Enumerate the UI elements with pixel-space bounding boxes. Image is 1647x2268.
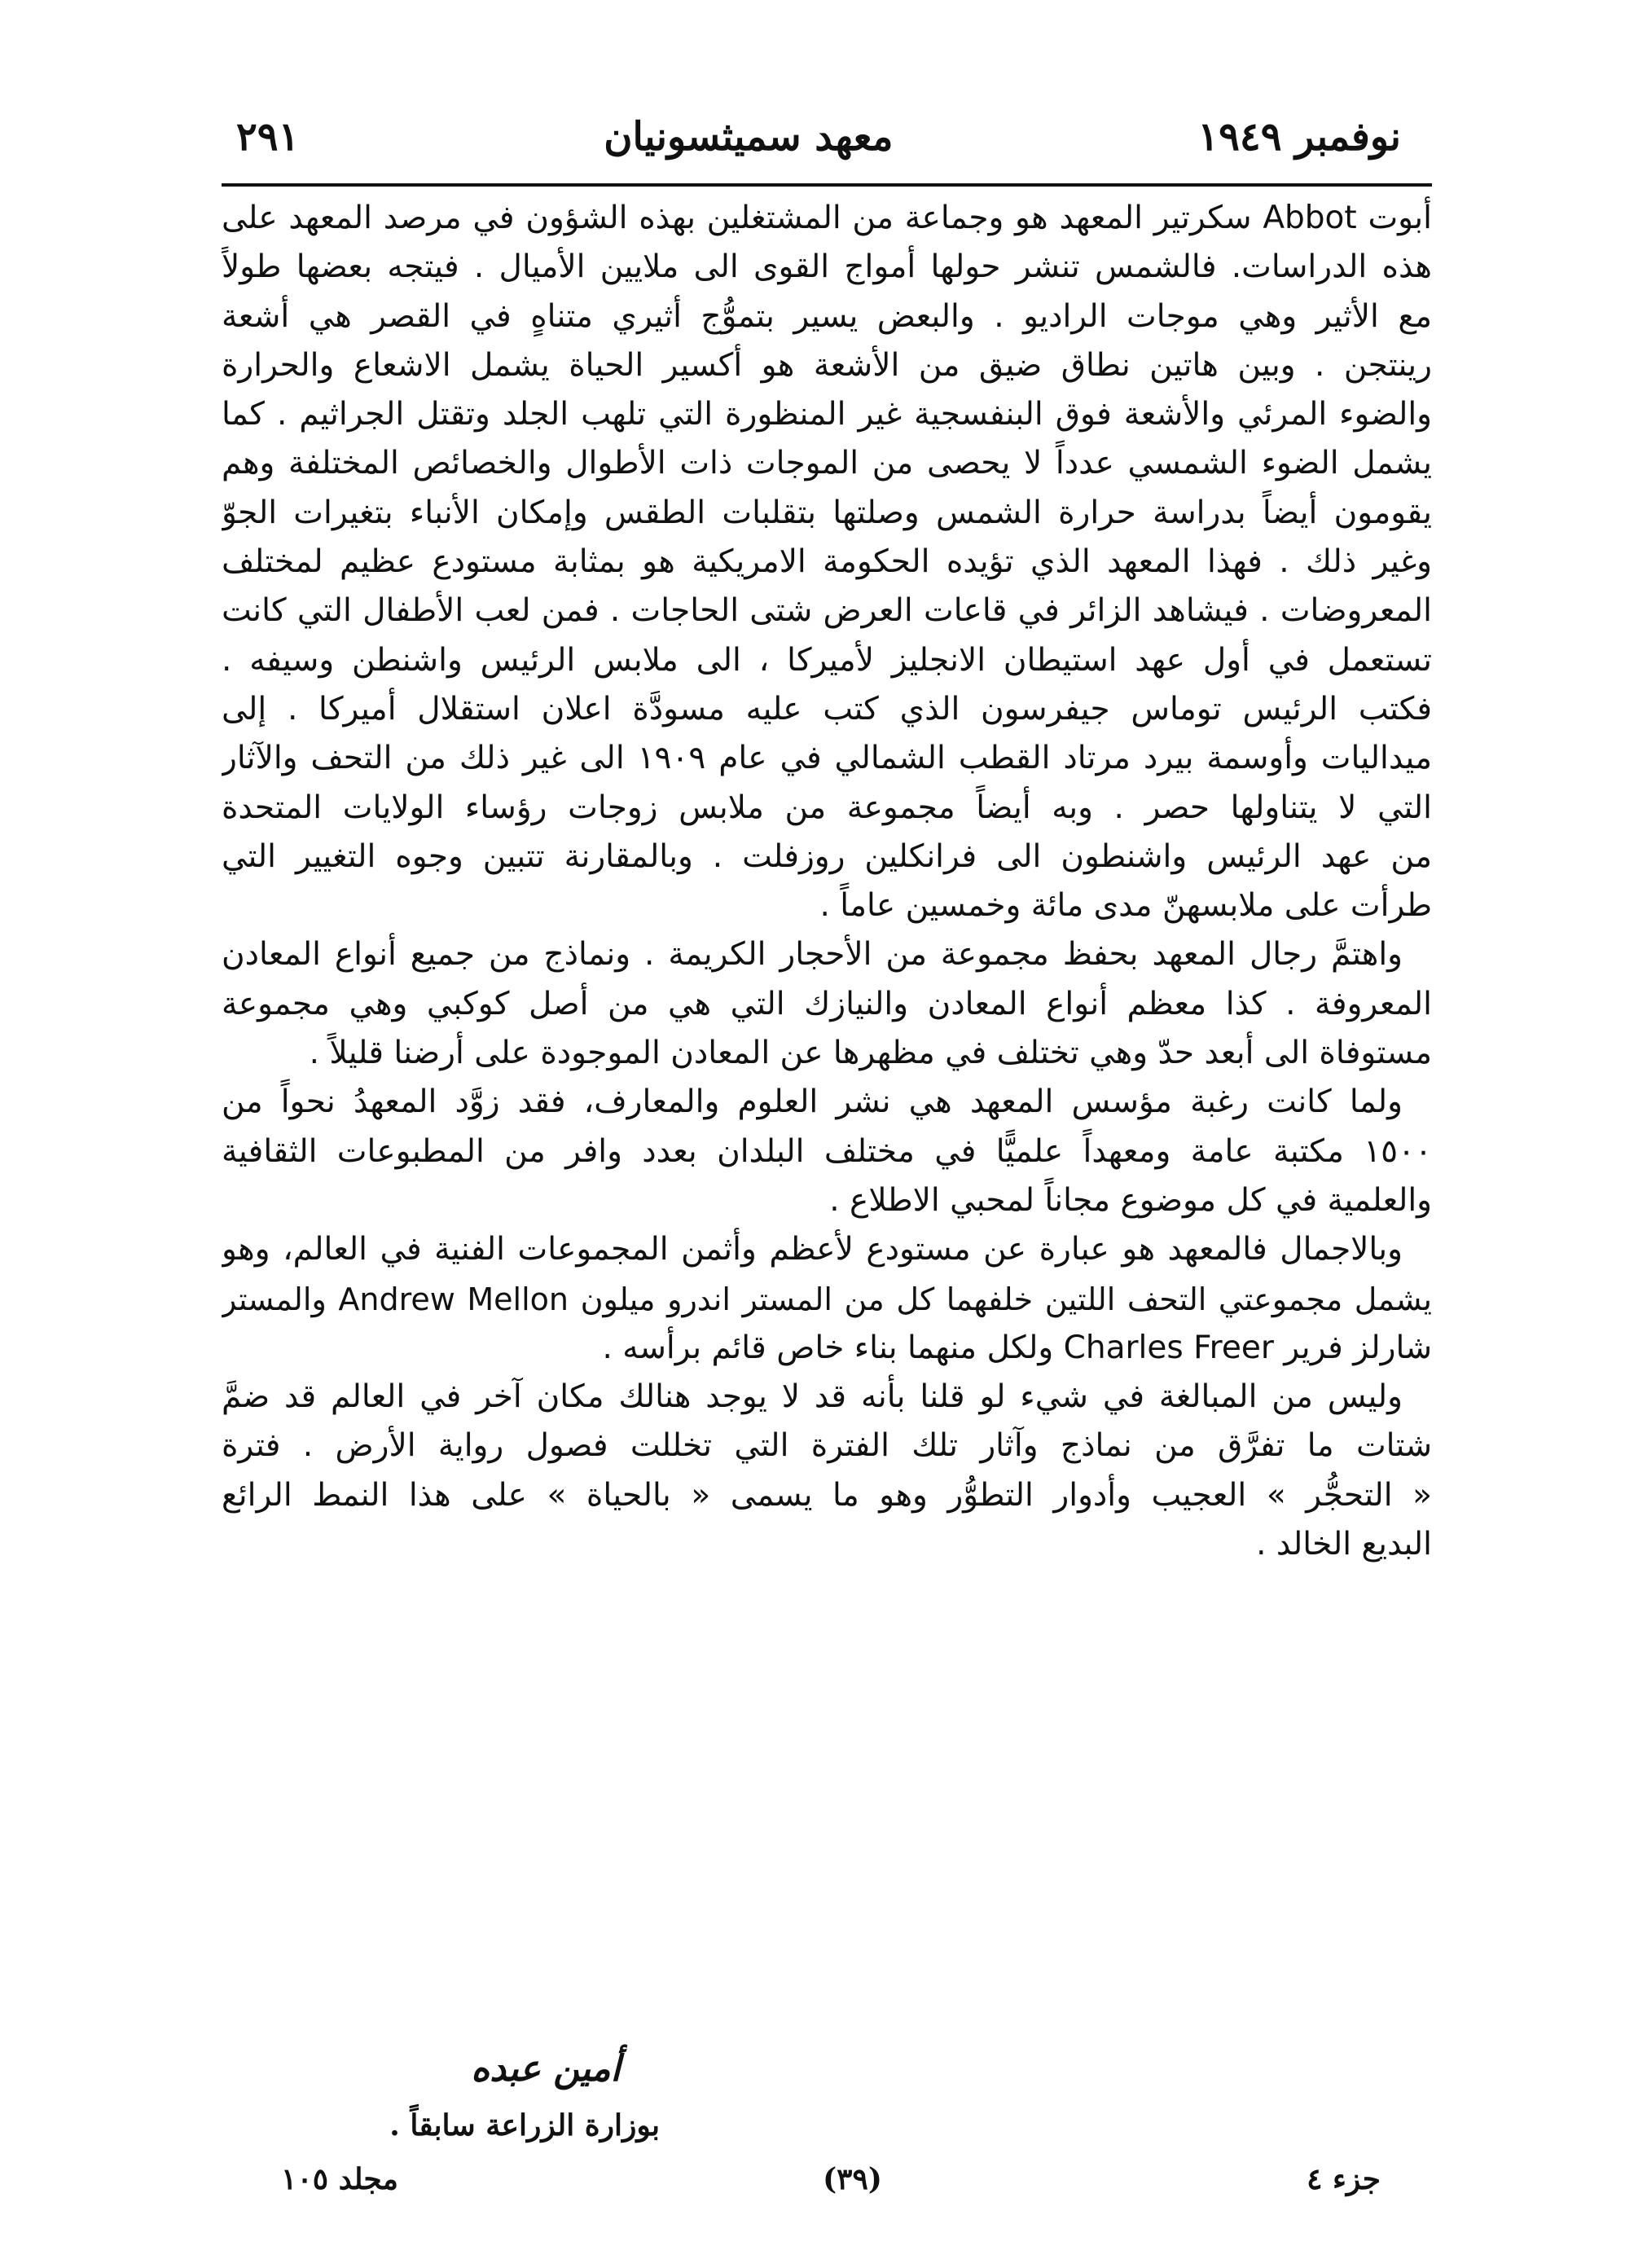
text-line: ولما كانت رغبة مؤسس المعهد هي نشر العلوم والمعارف، فقد زوَّد المعهدُ نحواً من bbox=[222, 1083, 1403, 1121]
text-line: المعروفة . كذا معظم أنواع المعادن والنيازك التي هي من أصل كوكبي وهي مجموعة bbox=[222, 985, 1432, 1022]
text-line: يقومون أيضاً بدراسة حرارة الشمس وصلتها بتقلبات الطقس وإمكان الأنباء بتغيرات الجوّ bbox=[222, 494, 1432, 531]
paragraph-2 bbox=[222, 930, 1432, 1078]
paragraph-4 bbox=[222, 1225, 1432, 1373]
text-line: فكتب الرئيس توماس جيفرسون الذي كتب عليه مسودَّة اعلان استقلال أميركا . إلى bbox=[222, 690, 1432, 727]
issue-date: نوفمبر ١٩٤٩ bbox=[1197, 114, 1401, 160]
text-line: مستوفاة الى أبعد حدّ وهي تختلف في مظهرها عن المعادن الموجودة على أرضنا قليلاً . bbox=[309, 1035, 1432, 1072]
footer-issue: (٣٩) bbox=[823, 2162, 882, 2196]
paragraph-5 bbox=[222, 1373, 1432, 1569]
text-line: وليس من المبالغة في شيء لو قلنا بأنه قد لا يوجد هنالك مكان آخر في العالم قد ضمَّ bbox=[222, 1378, 1403, 1416]
text-line: يشمل مجموعتي التحف اللتين خلفهما كل من المستر اندرو ميلون Andrew Mellon والمستر bbox=[222, 1281, 1432, 1317]
header-rule bbox=[222, 183, 1432, 187]
footer-part: جزء ٤ bbox=[1307, 2162, 1381, 2196]
text-line: يشمل الضوء الشمسي عدداً لا يحصى من الموجات ذات الأطوال والخصائص المختلفة وهم bbox=[222, 445, 1432, 482]
text-line: المعروضات . فيشاهد الزائر في قاعات العرض شتى الحاجات . فمن لعب الأطفال التي كانت bbox=[222, 592, 1432, 630]
footer-volume: مجلد ١٠٥ bbox=[281, 2162, 398, 2196]
text-line: تستعمل في أول عهد استيطان الانجليز لأميركا ، الى ملابس الرئيس واشنطن وسيفه . bbox=[222, 641, 1432, 679]
text-line: وبالاجمال فالمعهد هو عبارة عن مستودع لأعظم وأثمن المجموعات الفنية في العالم، وهو bbox=[222, 1231, 1403, 1268]
text-line: والضوء المرئي والأشعة فوق البنفسجية غير المنظورة التي تلهب الجلد وتقتل الجراثيم . كما bbox=[222, 396, 1432, 433]
article-body bbox=[222, 194, 1432, 1569]
text-line: من عهد الرئيس واشنطون الى فرانكلين روزفلت . وبالمقارنة تتبين وجوه التغيير التي bbox=[222, 837, 1432, 875]
text-line: التي لا يتناولها حصر . وبه أيضاً مجموعة من ملابس زوجات رؤساء الولايات المتحدة bbox=[222, 789, 1432, 826]
page-number: ٢٩١ bbox=[236, 114, 300, 160]
paragraph-1 bbox=[222, 194, 1432, 930]
page-title: معهد سميثسونيان bbox=[604, 114, 894, 160]
text-line: رينتجن . وبين هاتين نطاق ضيق من الأشعة هو أكسير الحياة يشمل الاشعاع والحرارة bbox=[222, 346, 1432, 384]
running-head bbox=[236, 104, 1401, 169]
text-line: ١٥٠٠ مكتبة عامة ومعهداً علميًّا في مختلف البلدان بعدد وافر من المطبوعات الثقافية bbox=[222, 1132, 1432, 1170]
text-line: البديع الخالد . bbox=[1256, 1526, 1432, 1563]
text-line: وغير ذلك . فهذا المعهد الذي تؤيده الحكومة الامريكية هو بمثابة مستودع عظيم لمختلف bbox=[222, 543, 1432, 581]
text-line: هذه الدراسات. فالشمس تنشر حولها أمواج القوى الى ملايين الأميال . فيتجه بعضها طولاً bbox=[222, 248, 1432, 286]
text-line: واهتمَّ رجال المعهد بحفظ مجموعة من الأحجار الكريمة . ونماذج من جميع أنواع المعادن bbox=[222, 936, 1403, 974]
text-line: شارلز فرير Charles Freer ولكل منهما بناء خاص قائم برأسه . bbox=[602, 1329, 1432, 1366]
text-line: والعلمية في كل موضوع مجاناً لمحبي الاطلاع . bbox=[829, 1181, 1432, 1219]
author-signature bbox=[415, 2048, 676, 2090]
text-line: « التحجُّر » العجيب وأدوار التطوُّر وهو ما يسمى « بالحياة » على هذا النمط الرائع bbox=[222, 1476, 1432, 1514]
author-name: أمين عبده bbox=[471, 2048, 621, 2090]
text-line: ميداليات وأوسمة بيرد مرتاد القطب الشمالي في عام ١٩٠٩ الى غير ذلك من التحف والآثار bbox=[222, 740, 1432, 777]
paragraph-3 bbox=[222, 1078, 1432, 1225]
page-footer bbox=[281, 2155, 1381, 2204]
text-line: أبوت Abbot سكرتير المعهد هو وجماعة من المشتغلين بهذه الشؤون في مرصد المعهد على bbox=[222, 200, 1432, 236]
text-line: طرأت على ملابسهنّ مدى مائة وخمسين عاماً . bbox=[819, 887, 1432, 925]
text-line: شتات ما تفرَّق من نماذج وآثار تلك الفترة التي تخللت فصول رواية الأرض . فترة bbox=[222, 1427, 1432, 1465]
text-line: مع الأثير وهي موجات الراديو . والبعض يسير بتموُّج أثيري متناهٍ في القصر هي أشعة bbox=[222, 297, 1432, 335]
author-title: بوزارة الزراعة سابقاً . bbox=[389, 2108, 660, 2143]
